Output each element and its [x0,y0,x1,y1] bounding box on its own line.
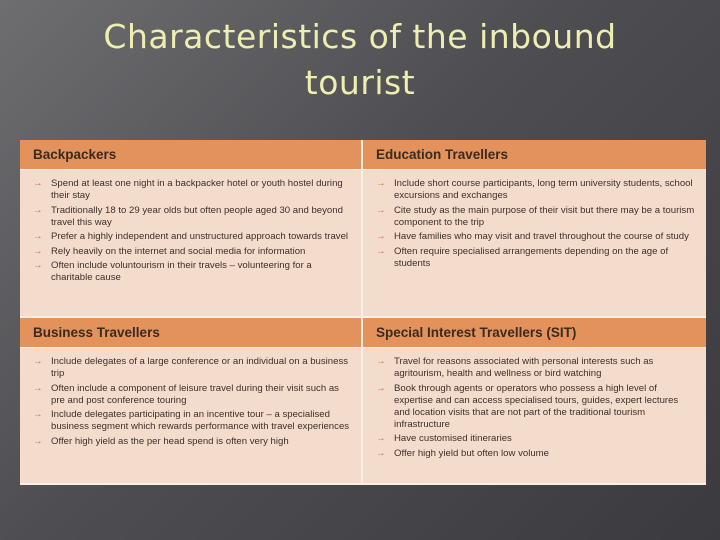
list-item: → Cite study as the main purpose of their visit but there may be a tourism component to the trip [376,205,696,229]
list-item: → Spend at least one night in a backpacker hotel or youth hostel during their stay [33,178,351,202]
characteristics-table [20,140,706,485]
cell-education-travellers [361,170,706,318]
list-item: → Traditionally 18 to 29 year olds but often people aged 30 and beyond travel this way [33,205,351,229]
list-special-interest-travellers [376,356,696,460]
list-item: → Travel for reasons associated with personal interests such as agritourism, health and wellness or bird watching [376,356,696,380]
cell-backpackers [20,170,361,318]
header-special-interest-travellers: Special Interest Travellers (SIT) [361,318,706,348]
header-business-travellers: Business Travellers [20,318,361,348]
list-item: → Include short course participants, long term university students, school excursions and exchanges [376,178,696,202]
list-item: → Often include voluntourism in their travels – volunteering for a charitable cause [33,260,351,284]
list-item: → Include delegates of a large conference or an individual on a business trip [33,356,351,380]
list-item: → Often include a component of leisure travel during their visit such as pre and post conference touring [33,383,351,407]
list-item: → Often require specialised arrangements depending on the age of students [376,246,696,270]
list-item: → Offer high yield as the per head spend is often very high [33,436,351,448]
cell-special-interest-travellers [361,348,706,485]
slide-title [0,14,720,106]
header-education-travellers: Education Travellers [361,140,706,170]
list-item: → Rely heavily on the internet and social media for information [33,246,351,258]
list-business-travellers [33,356,351,448]
cell-business-travellers [20,348,361,485]
list-item: → Prefer a highly independent and unstructured approach towards travel [33,231,351,243]
slide-title-line-1: Characteristics of the inbound [103,17,617,56]
list-item: → Have families who may visit and travel throughout the course of study [376,231,696,243]
slide-title-line-2: tourist [304,63,416,102]
list-backpackers [33,178,351,284]
list-education-travellers [376,178,696,270]
list-item: → Include delegates participating in an incentive tour – a specialised business segment which rewards performance with travel experiences [33,409,351,433]
list-item: → Offer high yield but often low volume [376,448,696,460]
list-item: → Have customised itineraries [376,433,696,445]
list-item: → Book through agents or operators who possess a high level of expertise and can access specialised tours, guides, expert lectures and location visits that are not part of the traditional tourism infrastructure [376,383,696,431]
header-backpackers: Backpackers [20,140,361,170]
